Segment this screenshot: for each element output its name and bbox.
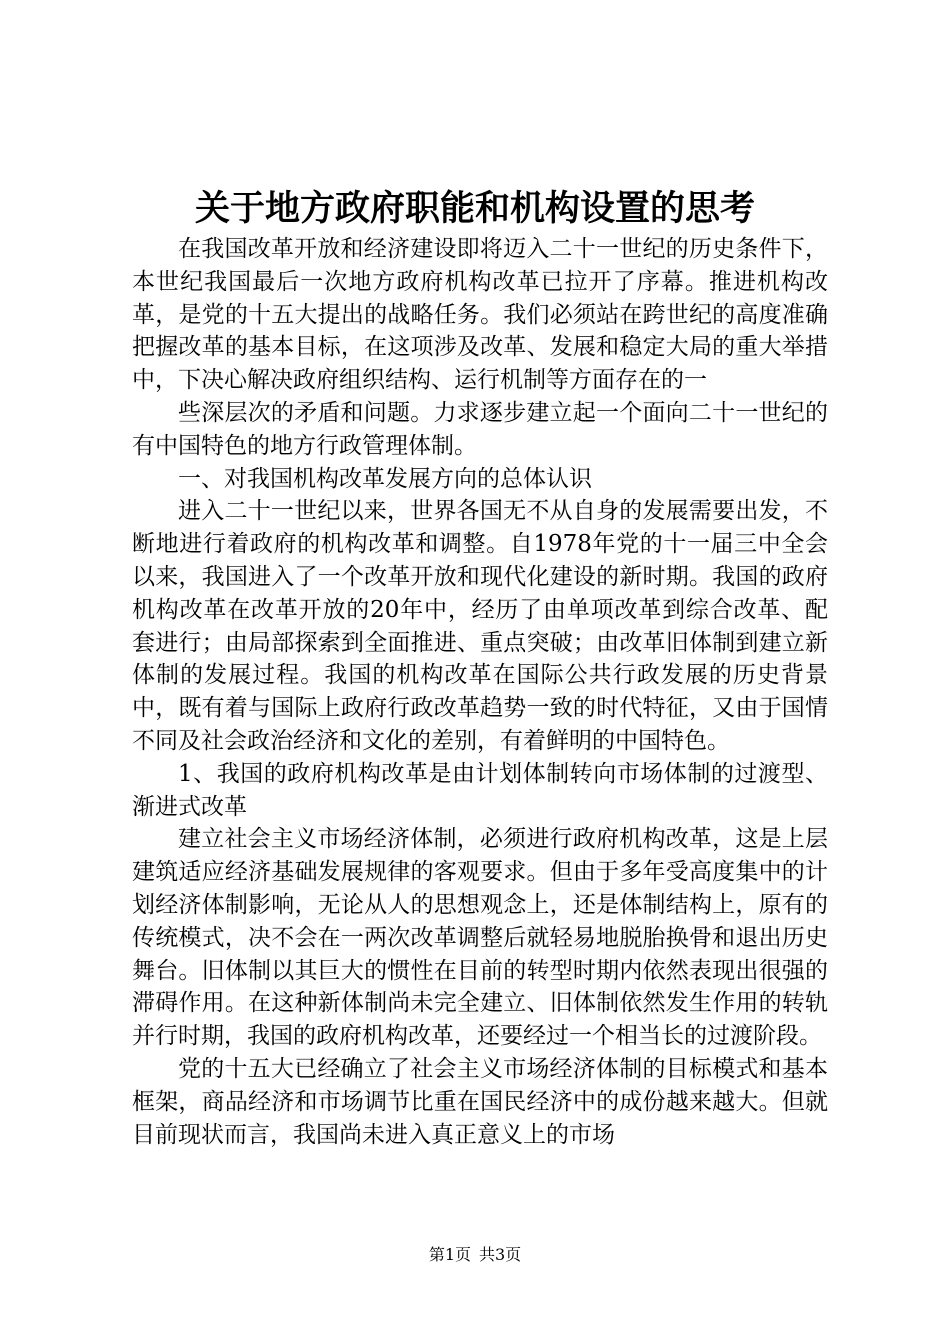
document-body xyxy=(132,233,828,1151)
paragraph-subsection-1-b: 党的十五大已经确立了社会主义市场经济体制的目标模式和基本框架，商品经济和市场调节比重在国民经济中的成份越来越大。但就目前现状而言，我国尚未进入真正意义上的市场 xyxy=(132,1055,828,1148)
subsection-heading-1: 1、我国的政府机构改革是由计划体制转向市场体制的过渡型、渐进式改革 xyxy=(132,760,828,820)
paragraph-section-1: 进入二十一世纪以来，世界各国无不从自身的发展需要出发，不断地进行着政府的机构改革和调整。自1978年党的十一届三中全会以来，我国进入了一个改革开放和现代化建设的新时期。我国的政府机构改革在改革开放的20年中，经历了由单项改革到综合改革、配套进行；由局部探索到全面推进、重点突破；由改革旧体制到建立新体制的发展过程。我国的机构改革在国际公共行政发展的历史背景中，既有着与国际上政府行政改革趋势一致的时代特征，又由于国情不同及社会政治经济和文化的差别，有着鲜明的中国特色。 xyxy=(132,498,828,754)
page-number: 第1页 xyxy=(428,1245,471,1264)
page-footer xyxy=(0,1244,950,1266)
document-title: 关于地方政府职能和机构设置的思考 xyxy=(194,188,755,229)
paragraph-intro-continued: 些深层次的矛盾和问题。力求逐步建立起一个面向二十一世纪的有中国特色的地方行政管理体制。 xyxy=(132,399,828,459)
section-heading-1: 一、对我国机构改革发展方向的总体认识 xyxy=(178,465,592,492)
paragraph-subsection-1: 建立社会主义市场经济体制，必须进行政府机构改革，这是上层建筑适应经济基础发展规律的客观要求。但由于多年受高度集中的计划经济体制影响，无论从人的思想观念上，还是体制结构上，原有的传统模式，决不会在一两次改革调整后就轻易地脱胎换骨和退出历史舞台。旧体制以其巨大的惯性在目前的转型时期内依然表现出很强的滞碍作用。在这种新体制尚未完全建立、旧体制依然发生作用的转轨并行时期，我国的政府机构改革，还要经过一个相当长的过渡阶段。 xyxy=(132,826,828,1050)
paragraph-intro: 在我国改革开放和经济建设即将迈入二十一世纪的历史条件下，本世纪我国最后一次地方政府机构改革已拉开了序幕。推进机构改革，是党的十五大提出的战略任务。我们必须站在跨世纪的高度准确把握改革的基本目标，在这项涉及改革、发展和稳定大局的重大举措中，下决心解决政府组织结构、运行机制等方面存在的一 xyxy=(132,236,828,394)
page-total: 共3页 xyxy=(479,1245,522,1264)
